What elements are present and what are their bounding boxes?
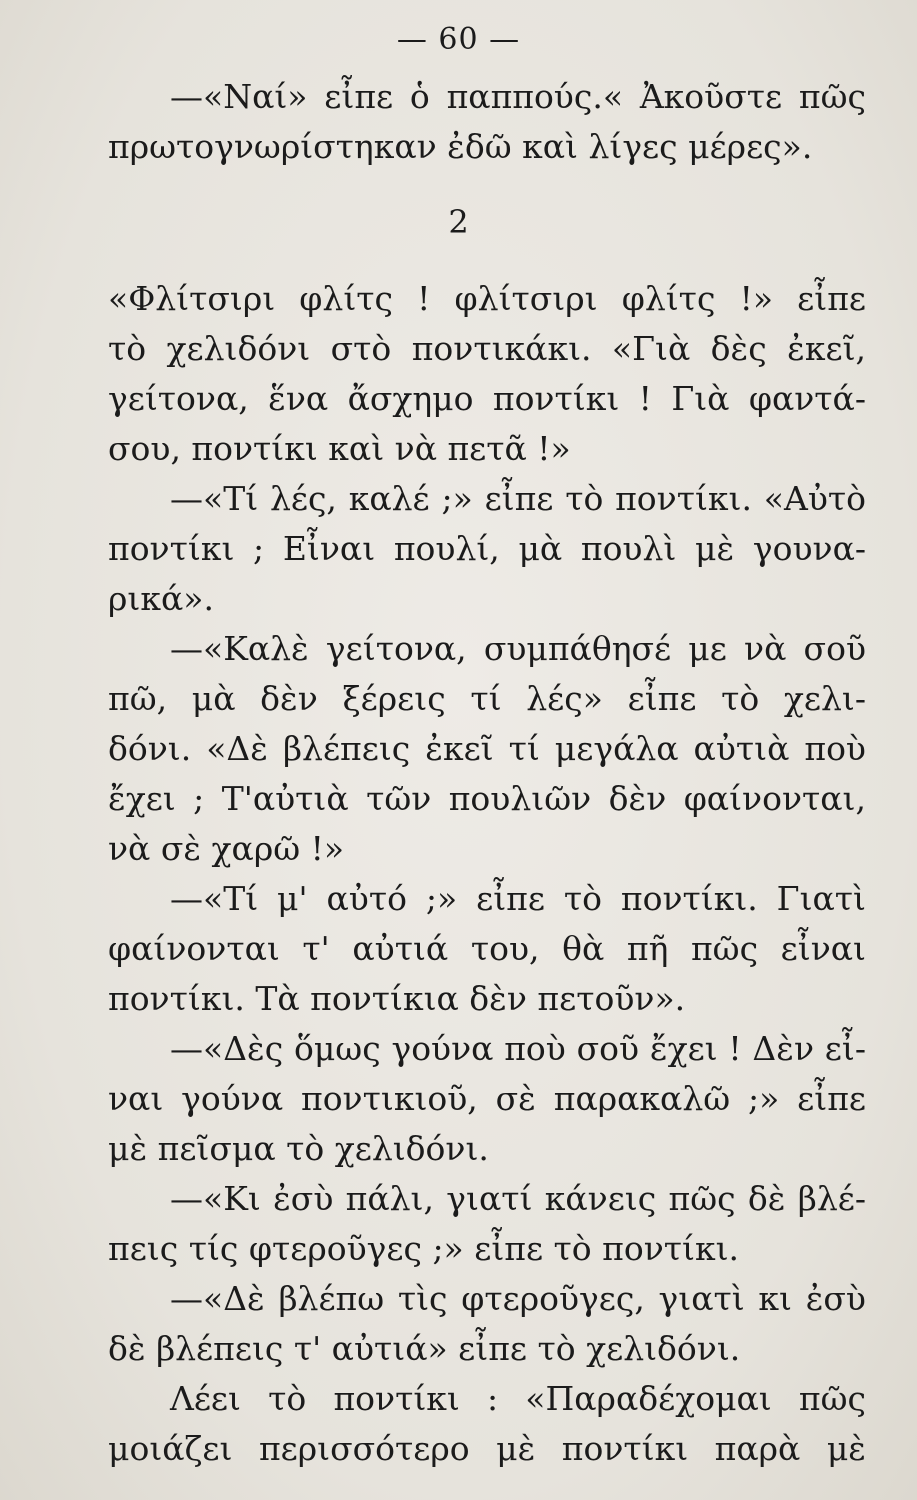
text-line: ἔχει ; Τ'αὐτιὰ τῶν πουλιῶν δὲν φαίνονται,	[108, 779, 866, 818]
section-number: 2	[448, 203, 469, 241]
text-line: γείτονα, ἕνα ἄσχημο ποντίκι ! Γιὰ φαντά-	[108, 379, 866, 418]
text-line: σου, ποντίκι καὶ νὰ πετᾶ !»	[108, 429, 571, 468]
text-line: «Φλίτσιρι φλίτς ! φλίτσιρι φλίτς !» εἶπε	[108, 279, 866, 318]
text-line: ποντίκι. Τὰ ποντίκια δὲν πετοῦν».	[108, 979, 686, 1018]
text-line: —«Καλὲ γείτονα, συμπάθησέ με νὰ σοῦ	[170, 629, 866, 668]
text-line: μὲ πεῖσμα τὸ χελιδόνι.	[108, 1129, 489, 1168]
text-line: φαίνονται τ' αὐτιά του, θὰ πῆ πῶς εἶναι	[108, 929, 866, 968]
text-line: πρωτογνωρίστηκαν ἐδῶ καὶ λίγες μέρες».	[108, 127, 813, 166]
text-line: —«Τί λές, καλέ ;» εἶπε τὸ ποντίκι. «Αὐτὸ	[170, 479, 866, 518]
text-line: Λέει τὸ ποντίκι : «Παραδέχομαι πῶς	[170, 1379, 866, 1418]
text-line: ρικά».	[108, 579, 214, 618]
text-line: πῶ, μὰ δὲν ξέρεις τί λές» εἶπε τὸ χελι-	[108, 679, 866, 718]
text-line: πεις τίς φτεροῦγες ;» εἶπε τὸ ποντίκι.	[108, 1229, 740, 1268]
text-line: —«Δὲς ὅμως γούνα ποὺ σοῦ ἔχει ! Δὲν εἶ-	[170, 1029, 866, 1068]
text-line: ποντίκι ; Εἶναι πουλί, μὰ πουλὶ μὲ γουνα-	[108, 529, 866, 568]
text-line: —«Τί μ' αὐτό ;» εἶπε τὸ ποντίκι. Γιατὶ	[170, 879, 866, 918]
text-line: —«Ναί» εἶπε ὁ παππούς.« Ἀκοῦστε πῶς	[170, 77, 866, 116]
page-number: — 60 —	[396, 22, 521, 57]
text-line: νὰ σὲ χαρῶ !»	[108, 829, 345, 868]
text-line: —«Κι ἐσὺ πάλι, γιατί κάνεις πῶς δὲ βλέ-	[170, 1179, 866, 1218]
text-line: τὸ χελιδόνι στὸ ποντικάκι. «Γιὰ δὲς ἐκεῖ,	[108, 329, 866, 368]
text-line: ναι γούνα ποντικιοῦ, σὲ παρακαλῶ ;» εἶπε	[108, 1079, 866, 1118]
text-line: —«Δὲ βλέπω τὶς φτεροῦγες, γιατὶ κι ἐσὺ	[170, 1279, 866, 1318]
text-line: μοιάζει περισσότερο μὲ ποντίκι παρὰ μὲ	[108, 1429, 866, 1468]
text-line: δόνι. «Δὲ βλέπεις ἐκεῖ τί μεγάλα αὐτιὰ ποὺ	[108, 729, 866, 768]
text-line: δὲ βλέπεις τ' αὐτιά» εἶπε τὸ χελιδόνι.	[108, 1329, 741, 1368]
